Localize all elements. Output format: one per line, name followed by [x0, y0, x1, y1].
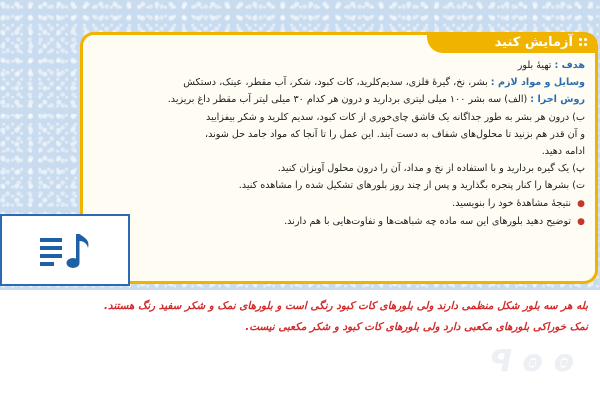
watermark-logo: ꟼ ꙩ ꙩ: [490, 344, 575, 379]
card-content: [90, 57, 585, 231]
audio-playlist-icon: [38, 230, 96, 274]
bullet-dot-icon: ●: [577, 216, 585, 227]
goal-value: تهیهٔ بلور: [517, 60, 552, 71]
header-dots-icon: [579, 38, 589, 48]
card-title: [427, 33, 595, 53]
goal-label: هدف :: [554, 60, 585, 71]
materials-label: وسایل و مواد لازم :: [490, 77, 585, 89]
bullet-text: نتیجهٔ مشاهدهٔ خود را بنویسید.: [452, 197, 572, 209]
experiment-card: [80, 32, 598, 284]
goal-row: [90, 57, 585, 74]
card-title-text: آزمایش کنید: [494, 35, 573, 50]
step-b-line2: و آن قدر هم بزنید تا محلول‌های شفاف به دست آیند. این عمل را تا آنجا که مواد جامد حل شوند،: [204, 128, 585, 140]
bullet-text: توضیح دهید بلورهای این سه ماده چه شباهت‌ها و تفاوت‌هایی با هم دارند.: [284, 215, 572, 227]
step-b-line3: ادامه دهید.: [541, 146, 585, 158]
method-row: [90, 91, 585, 108]
step-p: پ) یک گیره بردارید و با استفاده از نخ و مداد، آن را درون محلول آویزان کنید.: [277, 163, 585, 175]
materials-row: [90, 74, 585, 91]
audio-player-button[interactable]: [0, 214, 130, 286]
step-t: ت) بشرها را کنار پنجره بگذارید و پس از چند روز بلورهای تشکیل شده را مشاهده کنید.: [238, 180, 585, 192]
method-label: روش اجرا :: [530, 94, 585, 106]
bullet-dot-icon: ●: [577, 198, 585, 209]
bullet-item: [90, 195, 585, 213]
bullet-item: [90, 213, 585, 231]
answer-line-2: نمک خوراکی بلورهای مکعبی دارد ولی بلورهای کات کبود و شکر مکعبی نیست.: [245, 321, 588, 333]
step-a: (الف) سه بشر ۱۰۰ میلی لیتری بردارید و درون هر کدام ۳۰ میلی لیتر آب مقطر داغ بریزید.: [167, 94, 528, 106]
answer-text: [8, 296, 588, 338]
answer-line-1: بله هر سه بلور شکل منظمی دارند ولی بلورهای کات کبود رنگی است و بلورهای نمک و شکر سفید رنگ هستند.: [103, 300, 588, 312]
materials-value: بشر، نخ، گیرهٔ فلزی، سدیم‌کلرید، کات کبود، شکر، آب مقطر، عینک، دستکش: [183, 77, 488, 89]
step-b-line1: ب) درون هر بشر به طور جداگانه یک قاشق چای‌خوری از کات کبود، سدیم کلرید و شکر بیفزایید: [206, 111, 585, 123]
